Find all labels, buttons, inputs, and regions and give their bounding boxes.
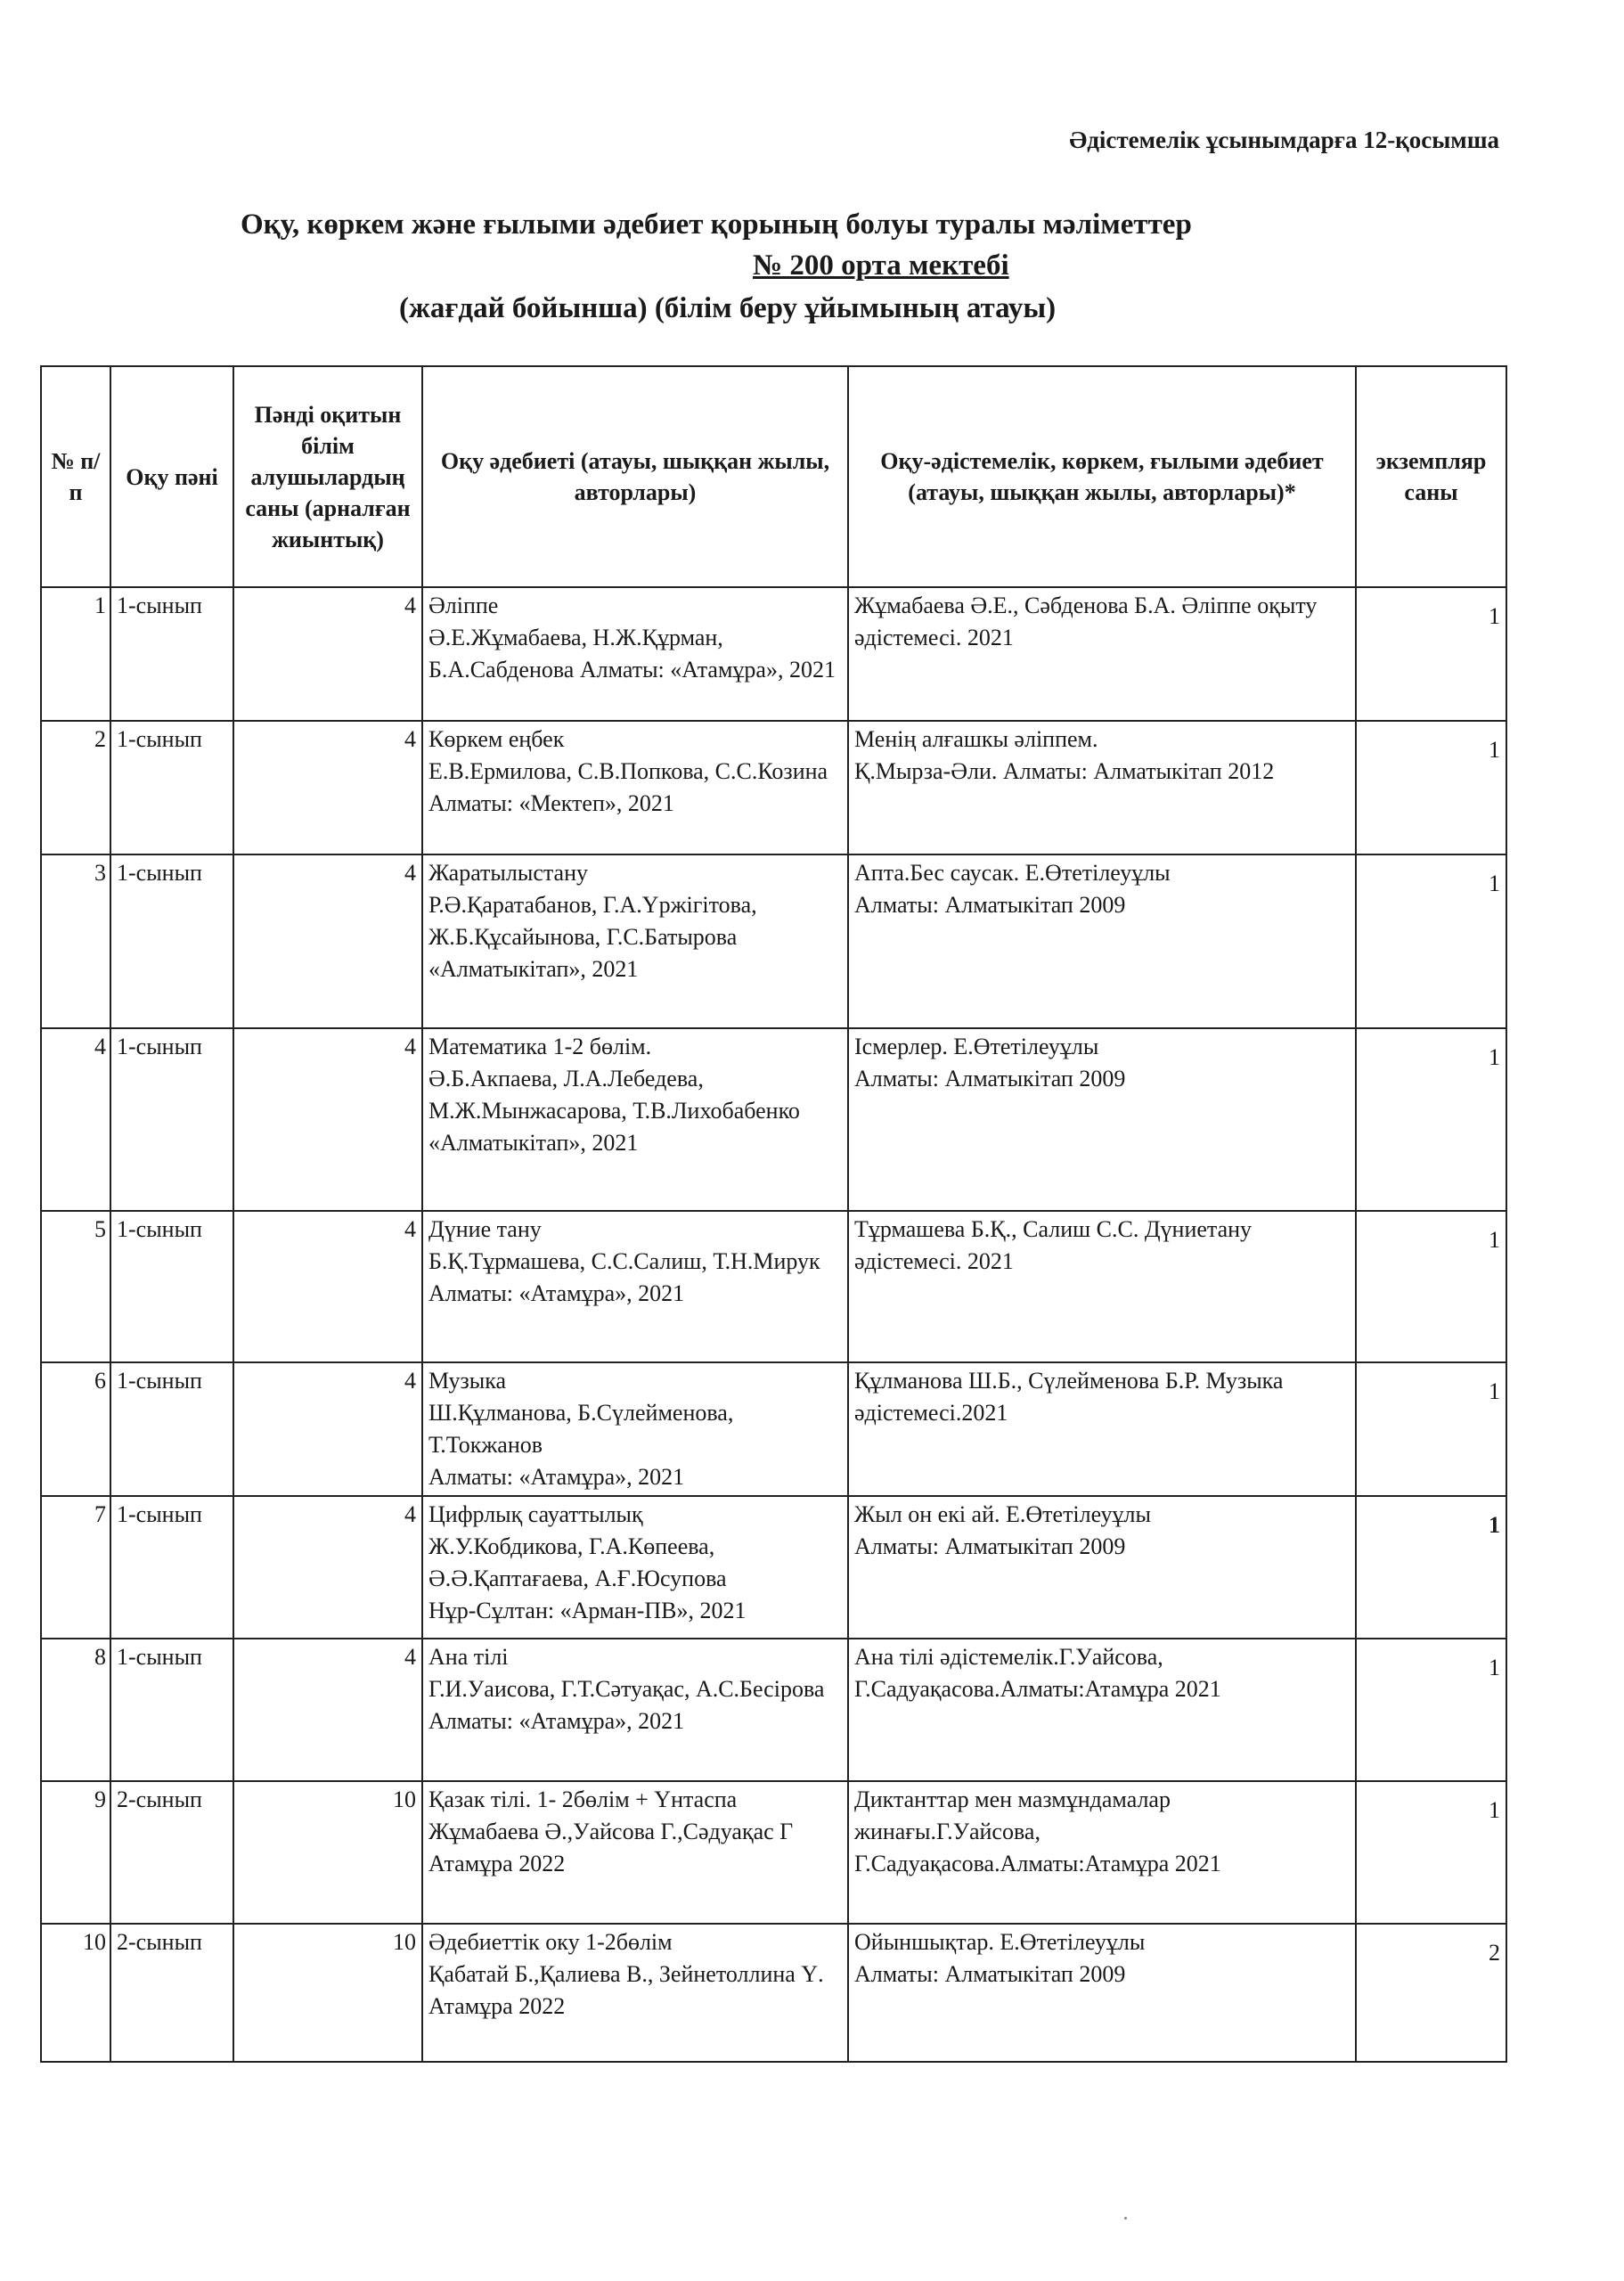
row-method: Ісмерлер. Е.Өтетілеуұлы Алматы: Алматыкітап 2009 [848,1028,1356,1211]
table-row [41,721,1506,854]
row-copies: 1 [1356,1211,1506,1362]
row-method: Апта.Бес саусак. Е.Өтетілеуұлы Алматы: Алматыкітап 2009 [848,854,1356,1028]
row-count: 4 [233,1362,422,1496]
title-line-1: Оқу, көркем және ғылыми әдебиет қорының болуы туралы мәліметтер [241,208,1192,241]
row-subject: 1-сынып [110,721,233,854]
row-copies: 1 [1356,1496,1506,1639]
row-num: 8 [41,1639,110,1781]
school-name: № 200 орта мектебі [753,249,1009,282]
row-subject: 1-сынып [110,1639,233,1781]
row-textbook: Музыка Ш.Құлманова, Б.Сүлейменова, Т.Токжанов Алматы: «Атамұра», 2021 [422,1362,848,1496]
table-row [41,1028,1506,1211]
row-method: Ана тілі әдістемелік.Г.Уайсова, Г.Садуақасова.Алматы:Атамұра 2021 [848,1639,1356,1781]
row-textbook: Цифрлық сауаттылық Ж.У.Кобдикова, Г.А.Көпеева, Ә.Ә.Қаптағаева, А.Ғ.Юсупова Нұр-Сұлтан: «Арман-ПВ», 2021 [422,1496,848,1639]
row-count: 4 [233,1028,422,1211]
row-textbook: Дүние тану Б.Қ.Тұрмашева, С.С.Салиш, Т.Н.Мирук Алматы: «Атамұра», 2021 [422,1211,848,1362]
row-method: Тұрмашева Б.Қ., Салиш С.С. Дүниетану әдістемесі. 2021 [848,1211,1356,1362]
table-row [41,1924,1506,2062]
row-method: Құлманова Ш.Б., Сүлейменова Б.Р. Музыка әдістемесі.2021 [848,1362,1356,1496]
row-copies: 1 [1356,1781,1506,1924]
scan-speck [1124,2217,1127,2220]
header-num: № п/п [41,366,110,587]
row-num: 9 [41,1781,110,1924]
row-count: 4 [233,721,422,854]
row-method: Жыл он екі ай. Е.Өтетілеуұлы Алматы: Алматыкітап 2009 [848,1496,1356,1639]
row-copies: 1 [1356,587,1506,721]
row-textbook: Әдебиеттік оку 1-2бөлім Қабатай Б.,Қалиева В., Зейнетоллина Ү. Атамұра 2022 [422,1924,848,2062]
row-method: Диктанттар мен мазмұндамалар жинағы.Г.Уайсова, Г.Садуақасова.Алматы:Атамұра 2021 [848,1781,1356,1924]
header-count: Пәнді оқитын білім алушылардың саны (арналған жиынтық) [233,366,422,587]
row-textbook: Ана тілі Г.И.Уаисова, Г.Т.Сәтуақас, А.С.Бесірова Алматы: «Атамұра», 2021 [422,1639,848,1781]
annex-label: Әдістемелік ұсынымдарға 12-қосымша [1069,127,1499,153]
table-row [41,1362,1506,1496]
header-subject: Оқу пәні [110,366,233,587]
literature-table [40,365,1507,2063]
row-num: 1 [41,587,110,721]
row-count: 4 [233,854,422,1028]
row-copies: 1 [1356,1639,1506,1781]
row-num: 3 [41,854,110,1028]
row-textbook: Көркем еңбек Е.В.Ермилова, С.В.Попкова, С.С.Козина Алматы: «Мектеп», 2021 [422,721,848,854]
table-row [41,1781,1506,1924]
row-num: 2 [41,721,110,854]
row-copies: 2 [1356,1924,1506,2062]
row-copies: 1 [1356,854,1506,1028]
row-subject: 2-сынып [110,1924,233,2062]
table-row [41,587,1506,721]
row-method: Ойыншықтар. Е.Өтетілеуұлы Алматы: Алматыкітап 2009 [848,1924,1356,2062]
row-textbook: Әліппе Ә.Е.Жұмабаева, Н.Ж.Құрман, Б.А.Сабденова Алматы: «Атамұра», 2021 [422,587,848,721]
row-num: 10 [41,1924,110,2062]
row-count: 4 [233,1211,422,1362]
row-method: Менің алғашкы әліппем. Қ.Мырза-Әли. Алматы: Алматыкітап 2012 [848,721,1356,854]
table-row [41,1639,1506,1781]
row-num: 6 [41,1362,110,1496]
header-method: Оқу-әдістемелік, көркем, ғылыми әдебиет (атауы, шыққан жылы, авторлары)* [848,366,1356,587]
row-num: 7 [41,1496,110,1639]
row-count: 10 [233,1781,422,1924]
row-subject: 1-сынып [110,1496,233,1639]
row-copies: 1 [1356,1362,1506,1496]
table-row [41,854,1506,1028]
row-method: Жұмабаева Ә.Е., Сәбденова Б.А. Әліппе оқыту әдістемесі. 2021 [848,587,1356,721]
row-count: 4 [233,1639,422,1781]
title-line-3: (жағдай бойынша) (білім беру ұйымының атауы) [399,292,1057,324]
row-subject: 1-сынып [110,1211,233,1362]
row-textbook: Жаратылыстану Р.Ә.Қаратабанов, Г.А.Үржігітова, Ж.Б.Құсайынова, Г.С.Батырова «Алматыкітап», 2021 [422,854,848,1028]
row-num: 5 [41,1211,110,1362]
table-header-row [41,366,1506,587]
row-copies: 1 [1356,1028,1506,1211]
row-num: 4 [41,1028,110,1211]
row-subject: 1-сынып [110,1028,233,1211]
row-subject: 2-сынып [110,1781,233,1924]
row-textbook: Математика 1-2 бөлім. Ә.Б.Акпаева, Л.А.Лебедева, М.Ж.Мынжасарова, Т.В.Лихобабенко «Алматыкітап», 2021 [422,1028,848,1211]
row-count: 10 [233,1924,422,2062]
row-count: 4 [233,1496,422,1639]
header-copies: экземпляр саны [1356,366,1506,587]
table-row [41,1211,1506,1362]
row-subject: 1-сынып [110,587,233,721]
table-row [41,1496,1506,1639]
header-textbook: Оқу әдебиеті (атауы, шыққан жылы, авторлары) [422,366,848,587]
row-subject: 1-сынып [110,854,233,1028]
row-count: 4 [233,587,422,721]
row-copies: 1 [1356,721,1506,854]
row-subject: 1-сынып [110,1362,233,1496]
row-textbook: Қазак тілі. 1- 2бөлім + Үнтаспа Жұмабаева Ә.,Уайсова Г.,Сәдуақас Г Атамұра 2022 [422,1781,848,1924]
